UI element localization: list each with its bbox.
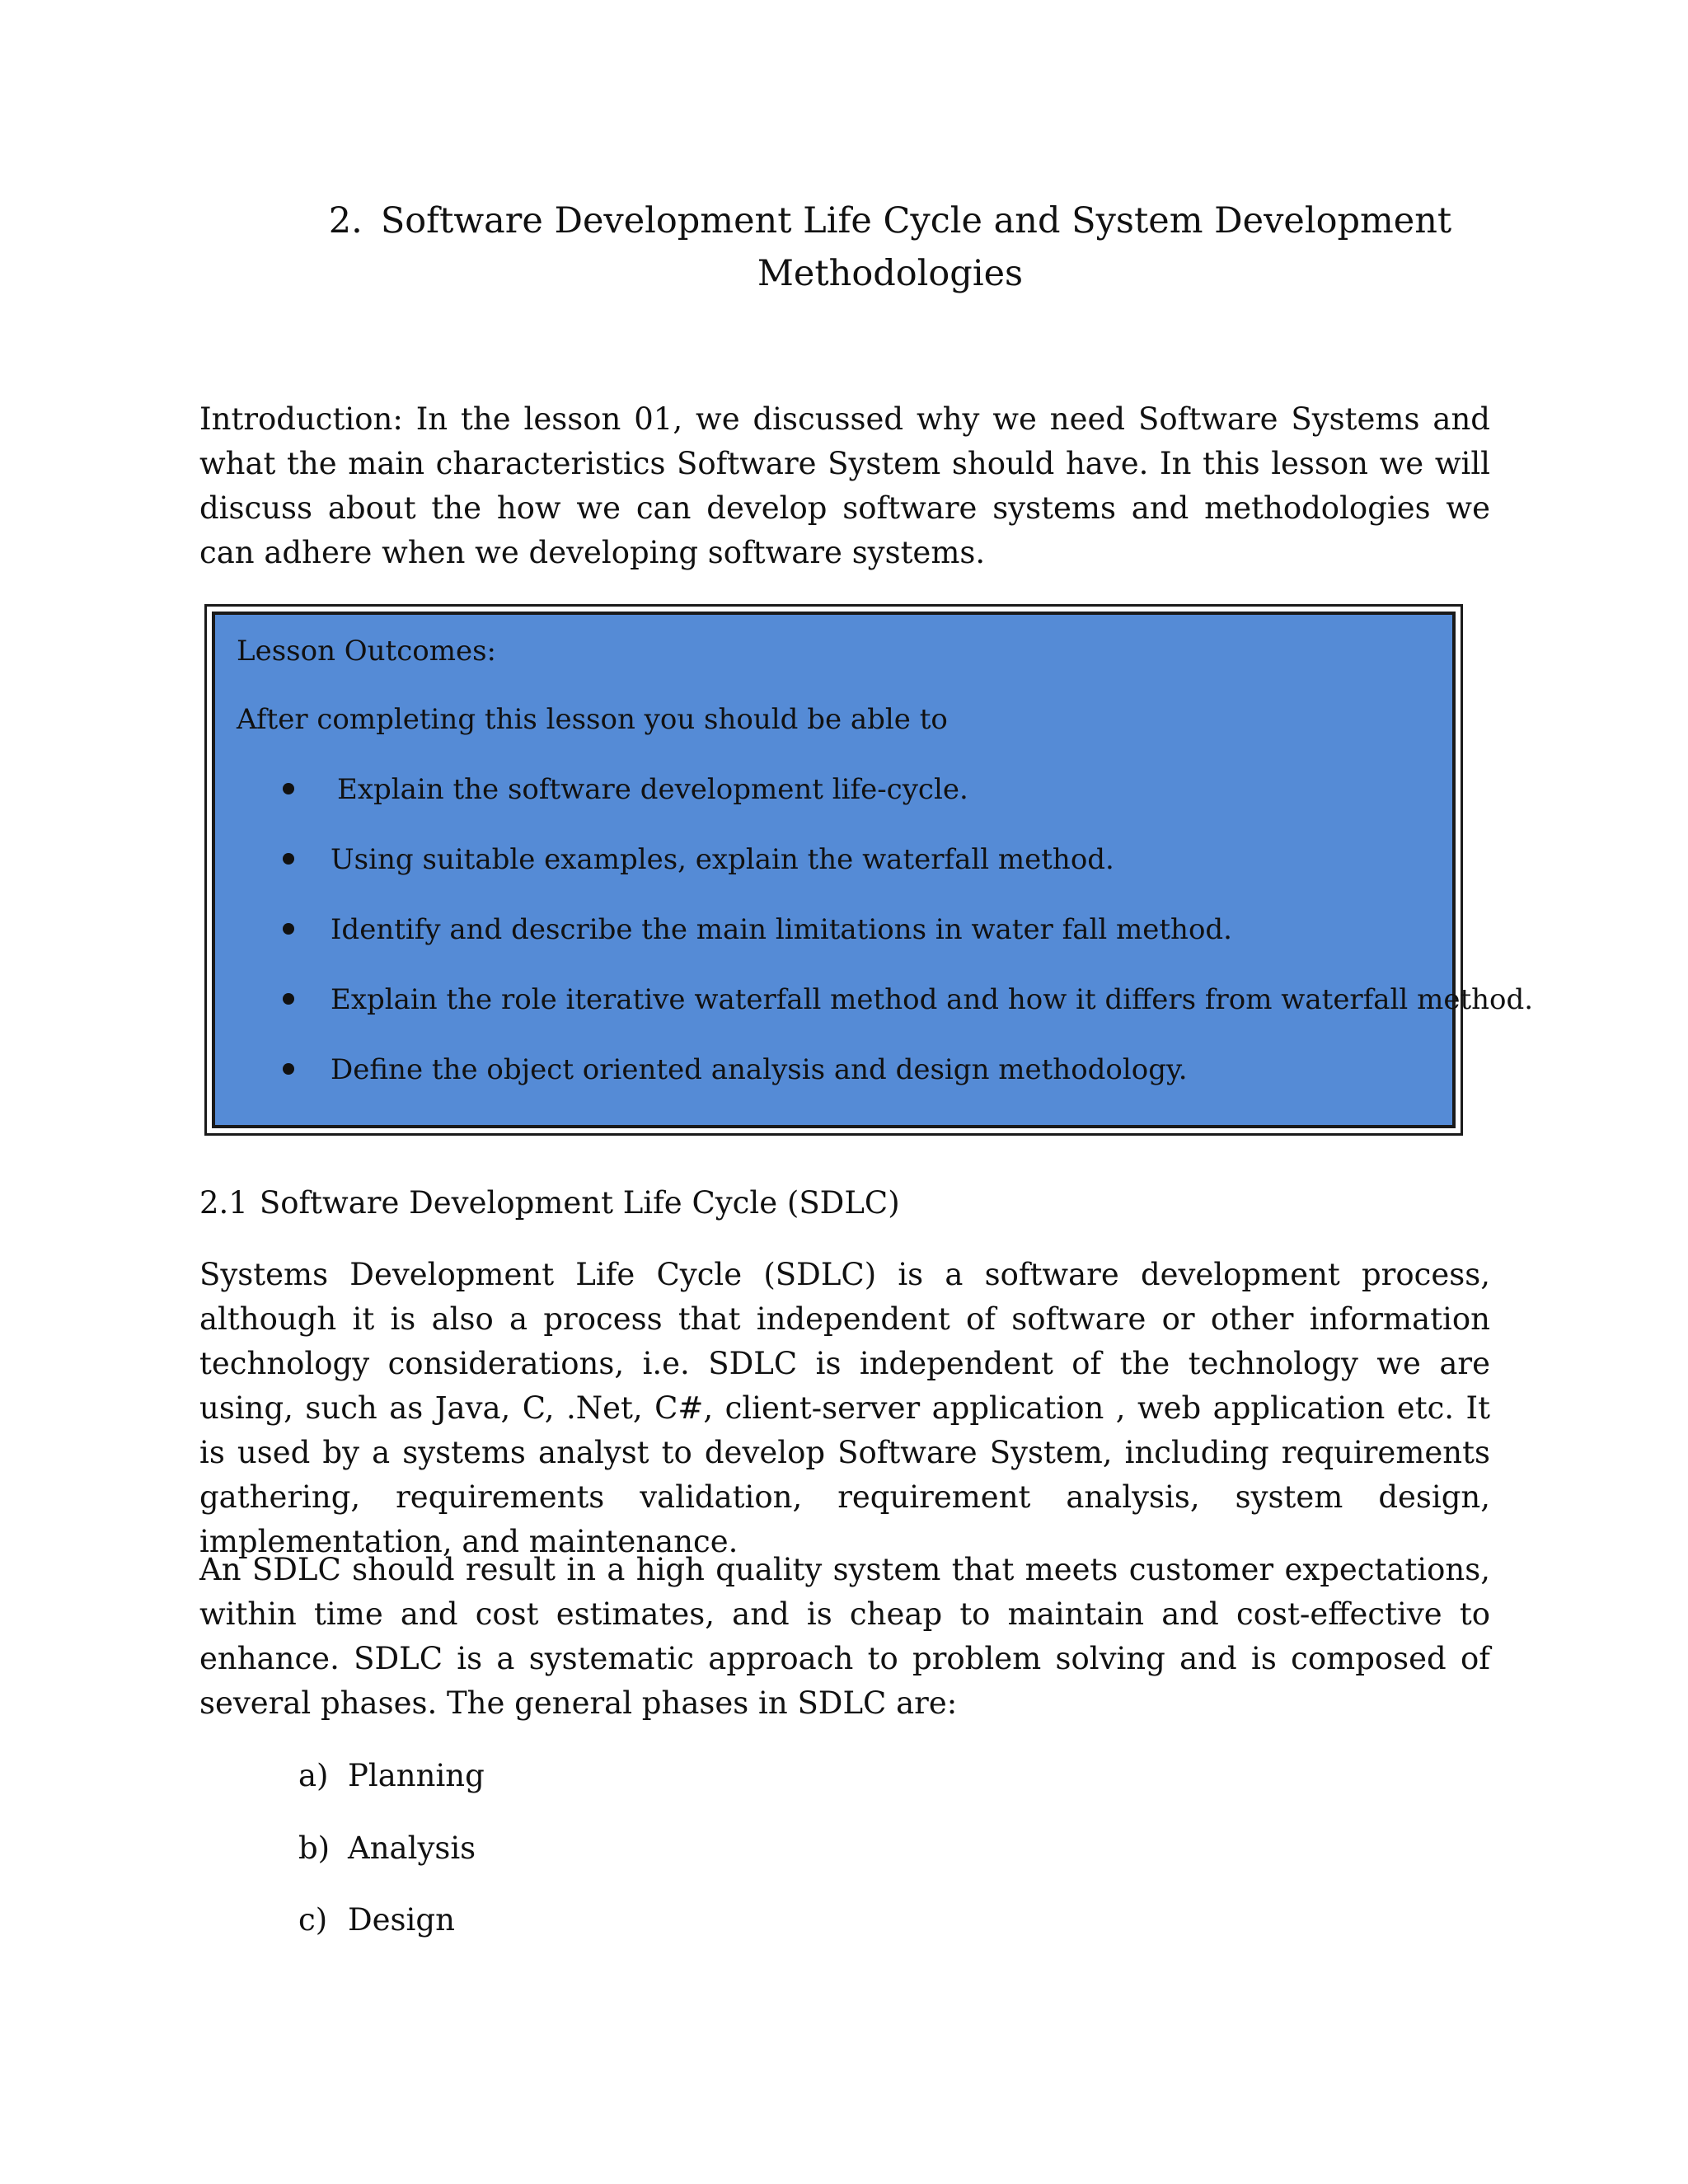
phase-label: Analysis	[348, 1830, 476, 1866]
phase-label: Planning	[348, 1758, 485, 1793]
phase-item	[298, 1826, 476, 1871]
outcome-item-text: Define the object oriented analysis and design methodology.	[331, 1053, 1188, 1086]
outcome-item-text: Identify and describe the main limitations in water fall method.	[331, 913, 1232, 946]
phase-marker: b)	[298, 1830, 331, 1866]
outcome-item	[283, 773, 968, 806]
lesson-outcomes-heading: Lesson Outcomes:	[237, 635, 496, 668]
sdlc-paragraph-1: Systems Development Life Cycle (SDLC) is a software development process, although it is also a process that independent of software or other information technology considerations, i.e. SDLC is independent of the technology we are using, such as Java, C, .Net, C#, client-server application , web application etc. It is used by a systems analyst to develop Software System, including requirements gathering, requirements validation, requirement analysis, system design, implementation, and maintenance.	[199, 1257, 1490, 1559]
introduction-paragraph: Introduction: In the lesson 01, we discussed why we need Software Systems and what the main characteristics Software System should have. In this lesson we will discuss about the how we can develop software systems and methodologies we can adhere when we developing software systems.	[199, 401, 1490, 570]
bullet-icon	[283, 1063, 294, 1075]
lesson-outcomes-intro: After completing this lesson you should be able to	[237, 703, 948, 736]
lesson-outcomes-box	[204, 604, 1534, 1136]
bullet-icon	[283, 783, 294, 794]
phase-marker: c)	[298, 1902, 328, 1938]
title-text-line-1: Software Development Life Cycle and System Development	[380, 200, 1452, 241]
outcome-item	[283, 843, 1114, 876]
sdlc-paragraph-2: An SDLC should result in a high quality system that meets customer expectations, within time and cost estimates, and is cheap to maintain and cost-effective to enhance. SDLC is a systematic approach to problem solving and is composed of several phases. The general phases in SDLC are:	[199, 1552, 1490, 1721]
outcome-item	[283, 983, 1533, 1016]
outcome-item-text: Using suitable examples, explain the waterfall method.	[331, 843, 1114, 876]
bullet-icon	[283, 853, 294, 865]
lesson-outcomes-panel	[212, 612, 1534, 1128]
section-heading	[199, 1181, 900, 1226]
phase-marker: a)	[298, 1758, 329, 1793]
outcome-item-text: Explain the role iterative waterfall method and how it differs from waterfall method.	[331, 983, 1534, 1016]
bullet-icon	[283, 993, 294, 1005]
outcome-item	[283, 913, 1232, 946]
outcome-item	[283, 1053, 1188, 1086]
phase-item	[298, 1898, 455, 1943]
phase-item	[298, 1754, 485, 1798]
outcome-item-text: Explain the software development life-cycle.	[337, 773, 968, 806]
title-number: 2.	[328, 200, 363, 241]
title-line-1	[313, 194, 1467, 247]
section-heading-text: Software Development Life Cycle (SDLC)	[259, 1185, 900, 1221]
lesson-outcomes-list	[215, 615, 1534, 1125]
phase-label: Design	[348, 1902, 455, 1938]
section-number: 2.1	[199, 1185, 248, 1221]
title-line-2: Methodologies	[757, 253, 1024, 294]
page-title	[313, 194, 1467, 300]
bullet-icon	[283, 923, 294, 935]
